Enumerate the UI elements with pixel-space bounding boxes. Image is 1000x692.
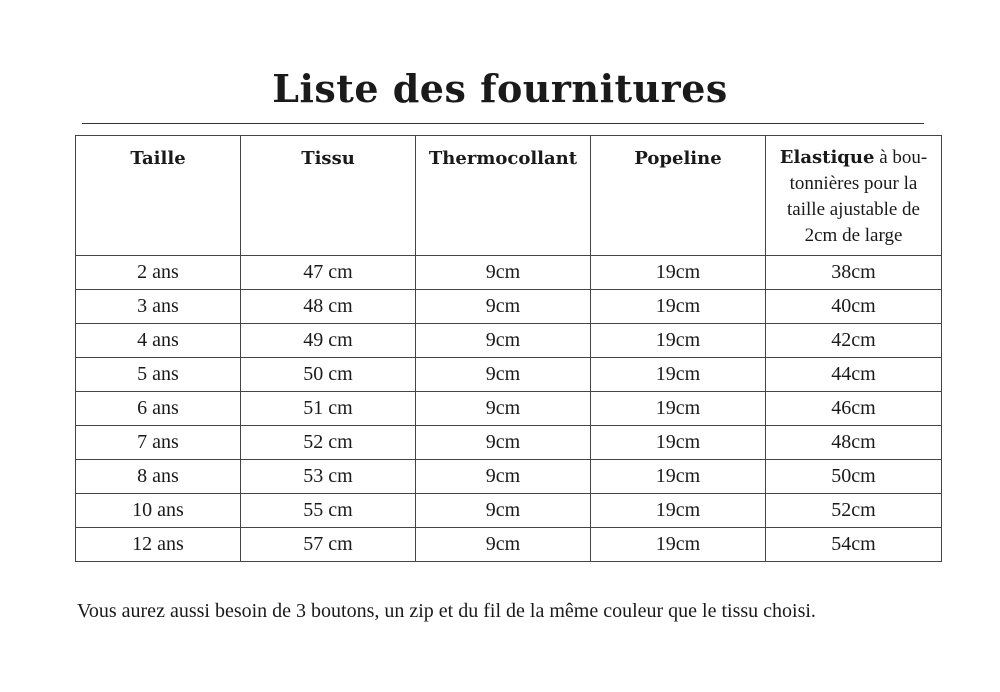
cell-elastique: 46cm (766, 392, 942, 426)
cell-thermocollant: 9cm (416, 290, 591, 324)
cell-tissu: 49 cm (241, 324, 416, 358)
cell-taille: 2 ans (76, 256, 241, 290)
cell-tissu: 50 cm (241, 358, 416, 392)
page-title: Liste des fournitures (272, 66, 728, 111)
cell-taille: 8 ans (76, 460, 241, 494)
cell-taille: 3 ans (76, 290, 241, 324)
cell-popeline: 19cm (591, 528, 766, 562)
cell-taille: 10 ans (76, 494, 241, 528)
cell-taille: 12 ans (76, 528, 241, 562)
title-divider (82, 123, 924, 124)
header-elastique-bold: Elastique (779, 147, 875, 168)
cell-thermocollant: 9cm (416, 324, 591, 358)
cell-popeline: 19cm (591, 392, 766, 426)
cell-popeline: 19cm (591, 494, 766, 528)
cell-thermocollant: 9cm (416, 460, 591, 494)
header-tissu: Tissu (241, 136, 416, 256)
cell-popeline: 19cm (591, 290, 766, 324)
cell-thermocollant: 9cm (416, 426, 591, 460)
cell-thermocollant: 9cm (416, 358, 591, 392)
cell-tissu: 52 cm (241, 426, 416, 460)
cell-taille: 5 ans (76, 358, 241, 392)
table-header-row (76, 136, 942, 256)
cell-thermocollant: 9cm (416, 494, 591, 528)
cell-tissu: 51 cm (241, 392, 416, 426)
cell-tissu: 48 cm (241, 290, 416, 324)
cell-tissu: 53 cm (241, 460, 416, 494)
cell-popeline: 19cm (591, 256, 766, 290)
table-row (76, 460, 942, 494)
cell-tissu: 57 cm (241, 528, 416, 562)
cell-thermocollant: 9cm (416, 528, 591, 562)
table-row (76, 392, 942, 426)
cell-tissu: 47 cm (241, 256, 416, 290)
cell-elastique: 48cm (766, 426, 942, 460)
cell-elastique: 54cm (766, 528, 942, 562)
table-row (76, 426, 942, 460)
header-taille: Taille (76, 136, 241, 256)
cell-popeline: 19cm (591, 324, 766, 358)
header-elastique-rest: à bou-tonnières pour la taille ajustable de 2cm de large (787, 147, 928, 246)
header-popeline: Popeline (591, 136, 766, 256)
cell-tissu: 55 cm (241, 494, 416, 528)
cell-elastique: 44cm (766, 358, 942, 392)
cell-thermocollant: 9cm (416, 256, 591, 290)
cell-popeline: 19cm (591, 426, 766, 460)
footnote: Vous aurez aussi besoin de 3 boutons, un zip et du fil de la même couleur que le tissu choisi. (77, 600, 816, 622)
table-row (76, 494, 942, 528)
table-row (76, 290, 942, 324)
table-row (76, 324, 942, 358)
cell-taille: 7 ans (76, 426, 241, 460)
cell-elastique: 40cm (766, 290, 942, 324)
supplies-table (75, 135, 942, 562)
cell-thermocollant: 9cm (416, 392, 591, 426)
table-row (76, 358, 942, 392)
table-row (76, 256, 942, 290)
table-row (76, 528, 942, 562)
header-thermocollant: Thermocollant (416, 136, 591, 256)
cell-elastique: 50cm (766, 460, 942, 494)
cell-taille: 4 ans (76, 324, 241, 358)
cell-taille: 6 ans (76, 392, 241, 426)
cell-popeline: 19cm (591, 358, 766, 392)
cell-elastique: 42cm (766, 324, 942, 358)
cell-elastique: 38cm (766, 256, 942, 290)
cell-popeline: 19cm (591, 460, 766, 494)
header-elastique (766, 136, 942, 256)
cell-elastique: 52cm (766, 494, 942, 528)
